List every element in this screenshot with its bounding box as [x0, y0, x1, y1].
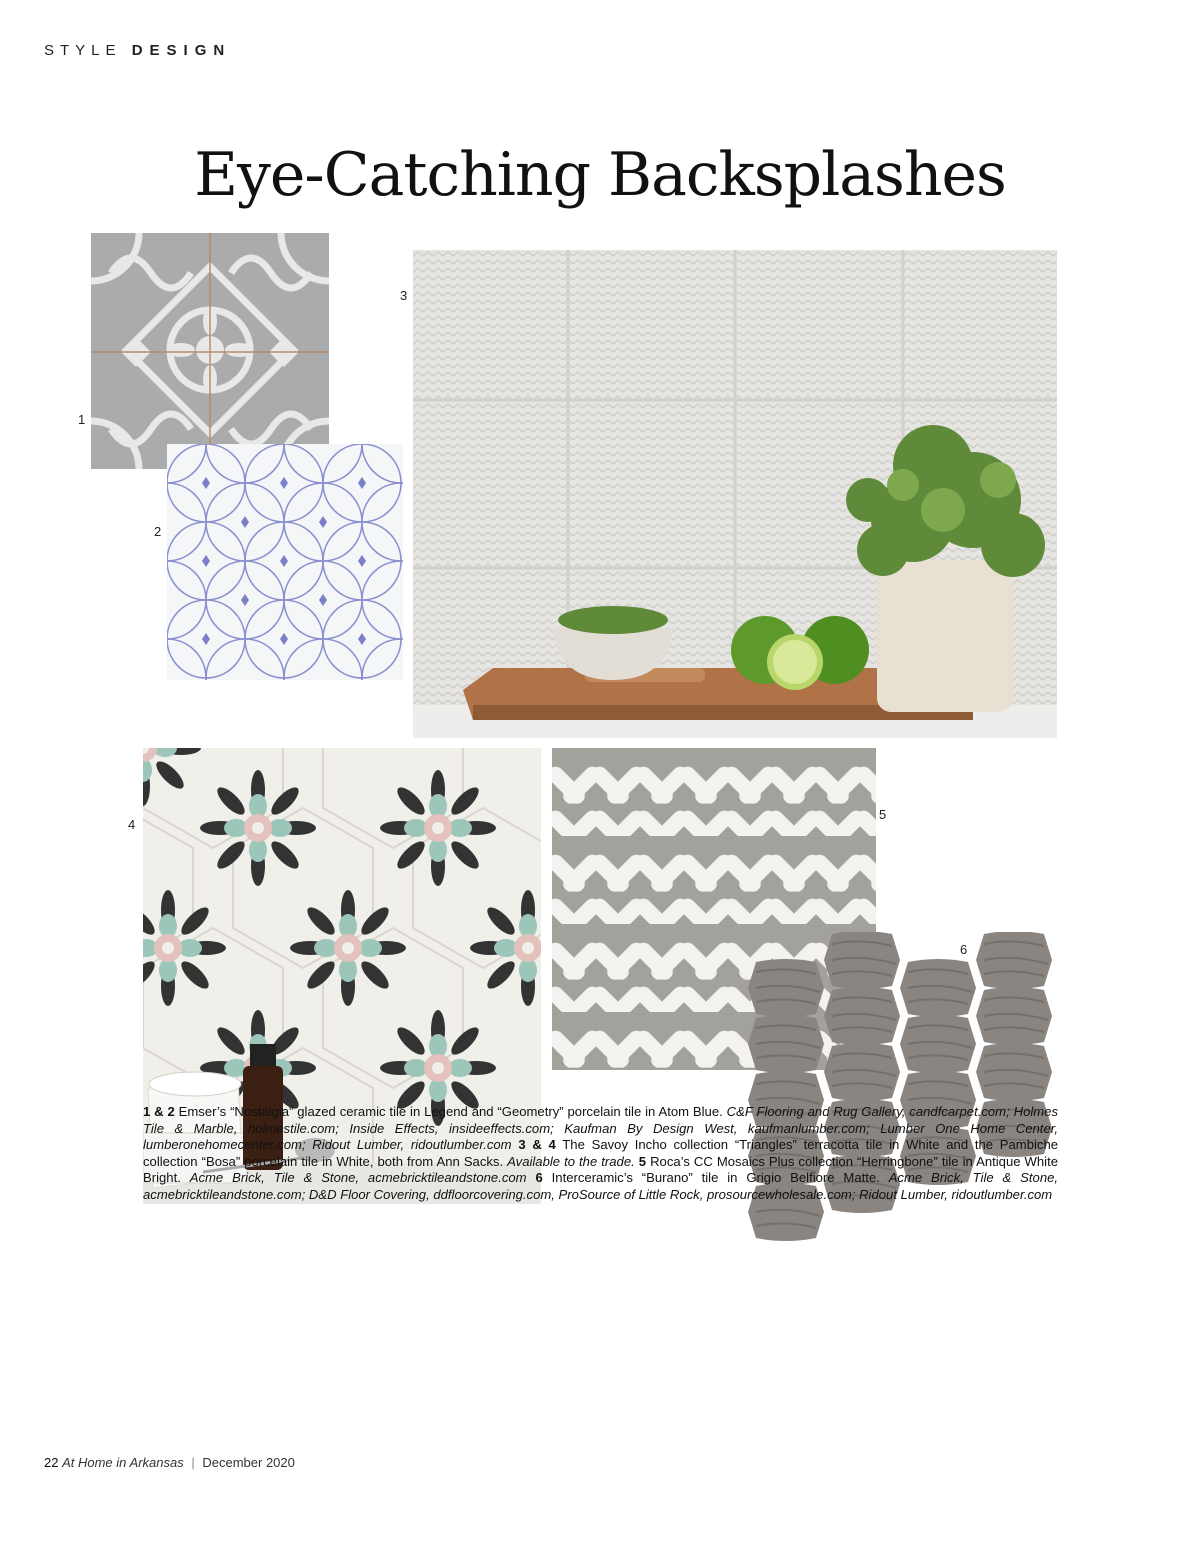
caption-2-sources: Available to the trade. — [507, 1153, 639, 1169]
section-label — [44, 42, 231, 59]
caption-4-sources: Acme Brick, Tile & Stone, acmebricktileandstone.com; D&D Floor Covering, ddfloorcovering.com, ProSource of Little Rock, prosourcewholesale.com; Ridout Lumber, ridoutlumber.com — [143, 1170, 1059, 1202]
caption-2-num: 3 & 4 — [518, 1137, 556, 1153]
caption-1-num: 1 & 2 — [143, 1104, 175, 1119]
caption-4-text: Interceramic’s “Burano” tile in Grigio Belfiore Matte. — [542, 1170, 889, 1186]
page-title: Eye-Catching Backsplashes — [194, 140, 1006, 210]
page-footer — [44, 1455, 295, 1470]
geometry-atom-blue-tile-photo — [167, 444, 403, 680]
figure-number-6: 6 — [960, 942, 968, 957]
nostalgia-legend-tile-photo — [91, 233, 329, 469]
magazine-name: At Home in Arkansas — [62, 1455, 184, 1470]
caption-1-text: Emser’s “Nostalgia” glazed ceramic tile in Legend and “Geometry” porcelain tile in Atom Blue. — [174, 1104, 727, 1119]
figure-number-2: 2 — [154, 524, 162, 539]
caption-4-num: 6 — [535, 1170, 543, 1186]
caption-3-num: 5 — [638, 1153, 647, 1169]
caption-3-sources: Acme Brick, Tile & Stone, acmebricktileandstone.com — [189, 1170, 536, 1186]
triangles-white-backsplash-photo — [413, 250, 1057, 738]
caption-3-text: Roca’s CC Mosaics Plus collection “Herringbone” tile in Antique White Bright. — [143, 1153, 1058, 1186]
section-label-design: DESIGN — [131, 42, 232, 59]
caption-2-text: The Savoy Incho collection “Triangles” terracotta tile in White and the Pambiche collection “Bosa” porcelain tile in White, both from Ann Sacks. — [143, 1137, 1059, 1169]
caption-1-sources: C&F Flooring and Rug Gallery, candfcarpet.com; Holmes Tile & Marble, holmestile.com; Inside Effects, insideeffects.com; Kaufman By Design West, kaufmanlumber.com; Lumber One Home Center, lumberonehomecenter.com; Ridout Lumber, ridoutlumber.com — [143, 1104, 1058, 1153]
figure-number-4: 4 — [128, 817, 136, 832]
section-label-style: STYLE — [44, 42, 122, 59]
figure-number-3: 3 — [400, 288, 408, 303]
issue-date: December 2020 — [202, 1455, 295, 1470]
page-number: 22 — [44, 1455, 59, 1470]
footer-separator: | — [191, 1455, 195, 1470]
caption — [143, 1104, 1058, 1204]
figure-number-1: 1 — [78, 412, 86, 427]
figure-number-5: 5 — [879, 807, 887, 822]
